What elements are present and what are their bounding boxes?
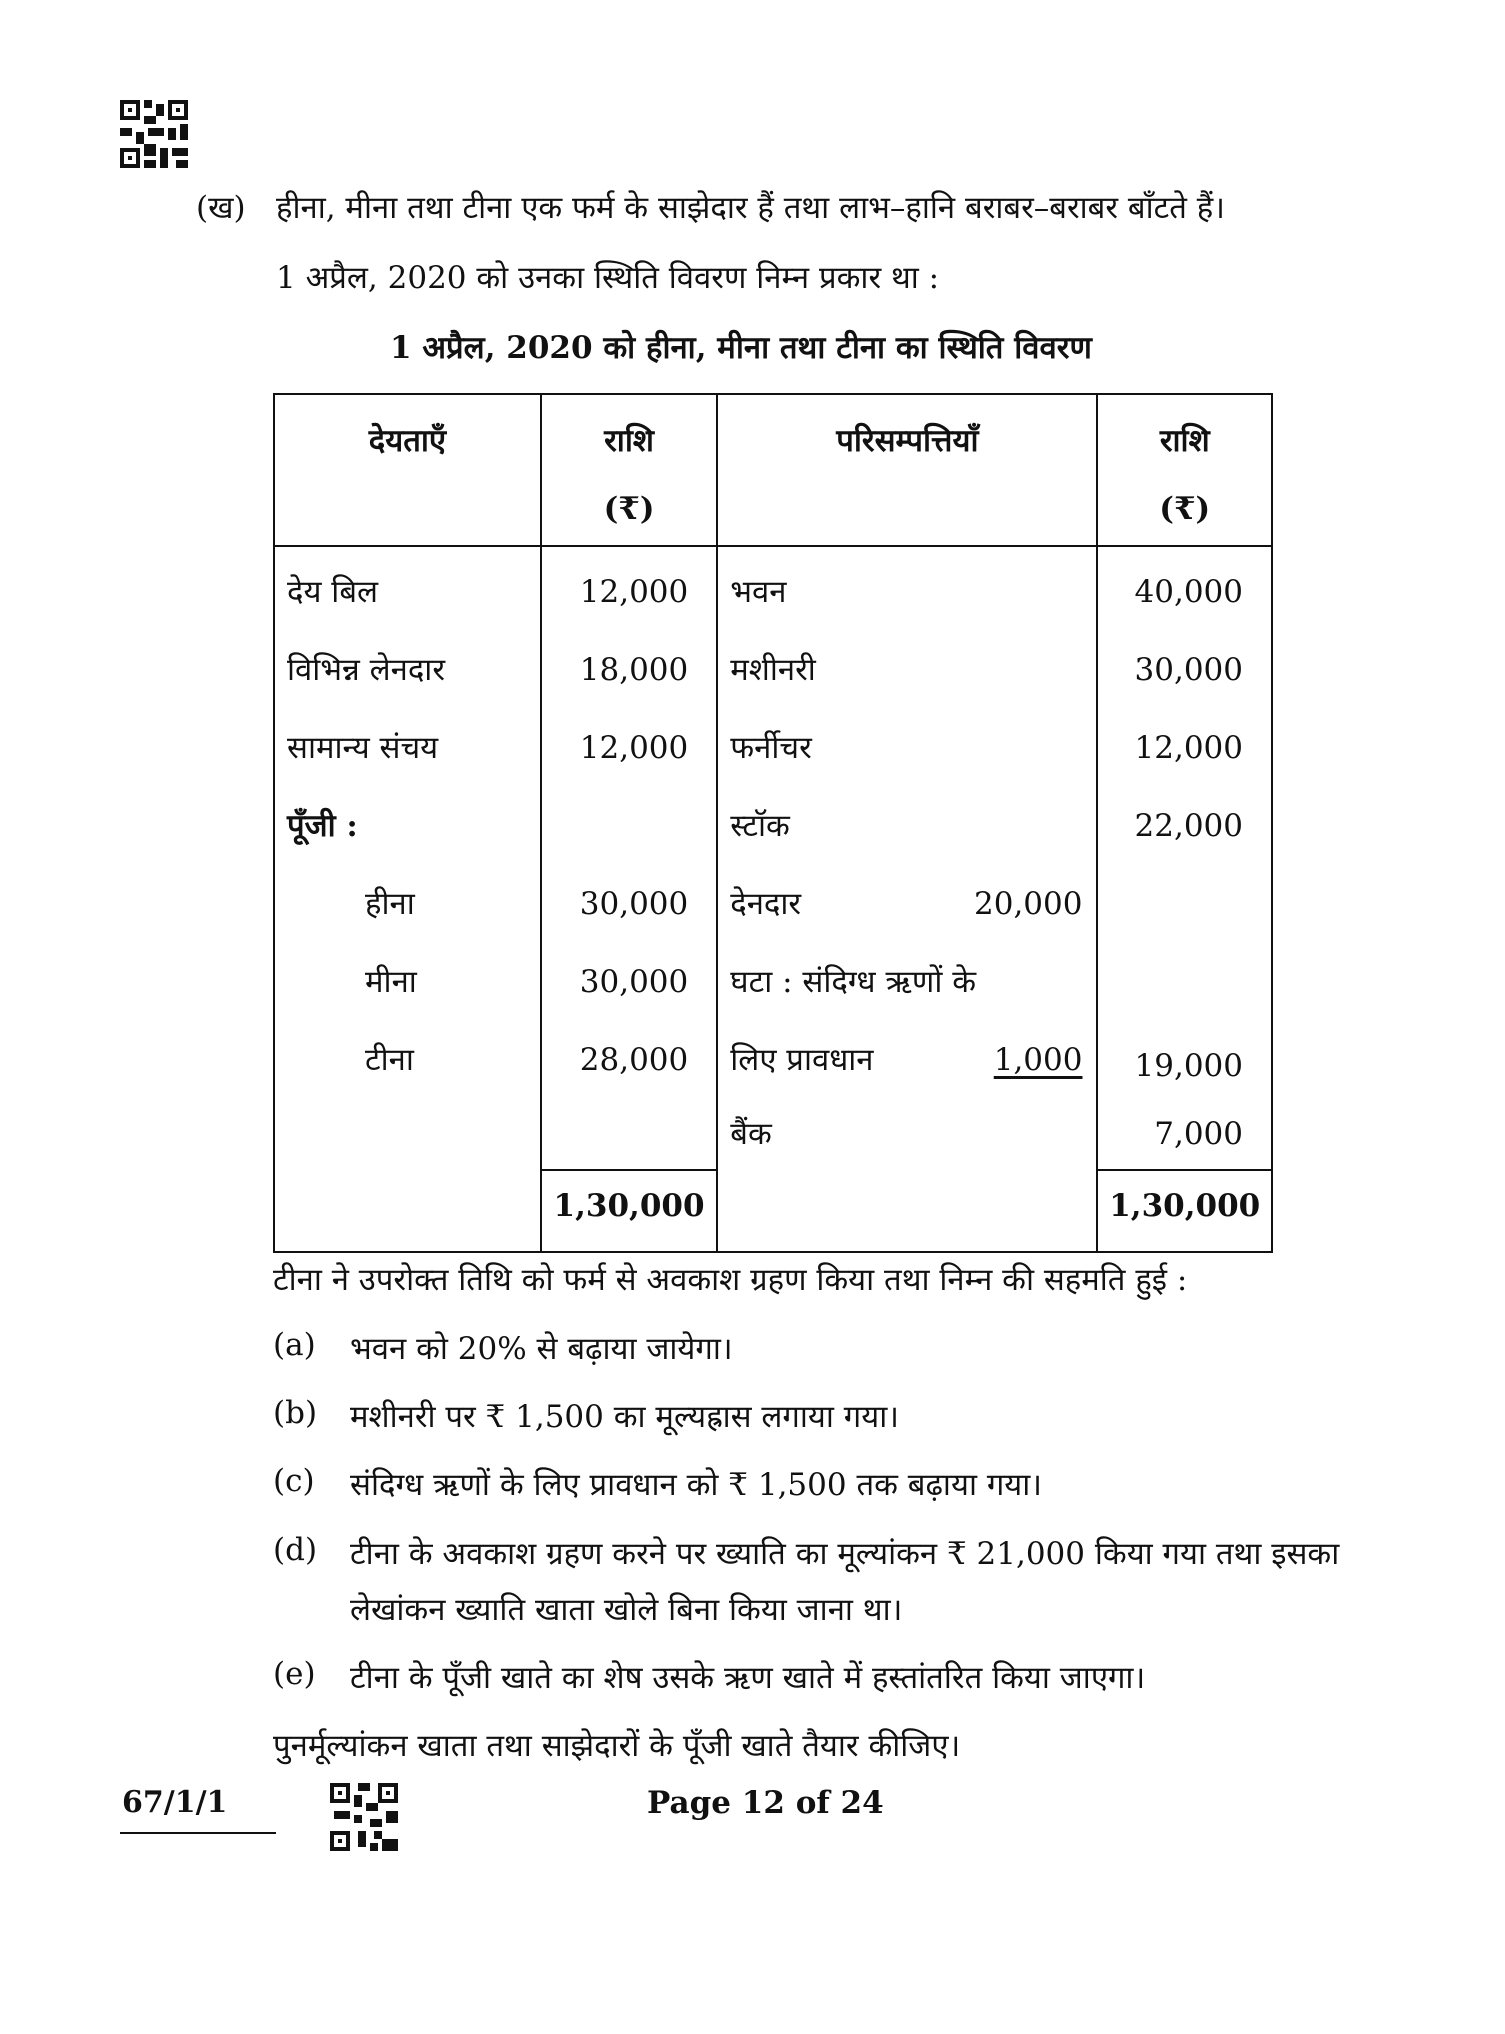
- paper-code: 67/1/1: [122, 1785, 228, 1820]
- liability-label: देय बिल: [287, 574, 379, 610]
- asset-amount: 22,000: [1134, 808, 1243, 844]
- intro-text: हीना, मीना तथा टीना एक फर्म के साझेदार हैं तथा लाभ–हानि बराबर–बराबर बाँटते हैं।: [276, 190, 1226, 226]
- liability-label: मीना: [365, 964, 417, 1000]
- part-label: (ख): [196, 190, 246, 226]
- liability-amount: 28,000: [579, 1042, 689, 1078]
- header-amount-assets: राशि (₹): [1097, 394, 1272, 546]
- table-body-row: [274, 546, 1272, 1252]
- assets-total: 1,30,000: [1098, 1169, 1271, 1241]
- debtors-subamount: 20,000: [974, 886, 1083, 922]
- page-number: Page 12 of 24: [647, 1785, 884, 1821]
- liabilities-amount-column: [541, 546, 717, 1252]
- liability-label: विभिन्न लेनदार: [287, 652, 446, 688]
- liability-label: सामान्य संचय: [287, 730, 439, 766]
- asset-label: देनदार 20,000: [718, 865, 1096, 943]
- liability-amount: 12,000: [579, 574, 689, 610]
- asset-label: बैंक: [730, 1116, 772, 1152]
- assets-column: [717, 546, 1097, 1252]
- item-text: टीना के अवकाश ग्रहण करने पर ख्याति का मूल्यांकन ₹ 21,000 किया गया तथा इसका: [350, 1536, 1340, 1572]
- liability-amount: 30,000: [579, 886, 689, 922]
- asset-label: फर्नीचर: [730, 730, 812, 766]
- footer-rule: [120, 1832, 276, 1834]
- question-lead: टीना ने उपरोक्त तिथि को फर्म से अवकाश ग्रहण किया तथा निम्न की सहमति हुई :: [273, 1262, 1188, 1298]
- asset-label: लिए प्रावधान 1,000: [718, 1021, 1096, 1099]
- assets-amount-column: [1097, 546, 1272, 1252]
- liability-amount: 30,000: [579, 964, 689, 1000]
- item-marker: (e): [273, 1656, 316, 1692]
- table-header-row: [274, 394, 1272, 546]
- item-marker: (b): [273, 1395, 318, 1431]
- header-amount-liabilities: राशि (₹): [541, 394, 717, 546]
- liability-amount: [542, 787, 716, 865]
- liability-amount: 12,000: [579, 730, 689, 766]
- footer-qr-code-icon: [330, 1783, 398, 1851]
- header-assets: परिसम्पत्तियाँ: [717, 394, 1097, 546]
- liabilities-column: [274, 546, 541, 1252]
- asset-label: स्टॉक: [730, 808, 790, 844]
- asset-amount: 7,000: [1154, 1116, 1243, 1152]
- item-text: मशीनरी पर ₹ 1,500 का मूल्यह्रास लगाया गया।: [350, 1399, 899, 1435]
- footer-qr-code-graphic: [330, 1783, 398, 1851]
- liability-label: हीना: [365, 886, 415, 922]
- asset-amount: 12,000: [1134, 730, 1243, 766]
- item-text: टीना के पूँजी खाते का शेष उसके ऋण खाते में हस्तांतरित किया जाएगा।: [350, 1660, 1146, 1696]
- balance-sheet-table: [273, 393, 1273, 1253]
- asset-amount: 19,000: [1134, 1048, 1243, 1084]
- liability-amount: 18,000: [579, 652, 689, 688]
- item-marker: (d): [273, 1532, 318, 1568]
- item-marker: (a): [273, 1327, 316, 1363]
- question-closing: पुनर्मूल्यांकन खाता तथा साझेदारों के पूँजी खाते तैयार कीजिए।: [273, 1728, 961, 1764]
- item-text: संदिग्ध ऋणों के लिए प्रावधान को ₹ 1,500 तक बढ़ाया गया।: [350, 1467, 1043, 1503]
- provision-subamount: 1,000: [993, 1042, 1083, 1078]
- asset-amount: 40,000: [1134, 574, 1243, 610]
- table-title: 1 अप्रैल, 2020 को हीना, मीना तथा टीना का स्थिति विवरण: [390, 330, 1092, 366]
- qr-code-icon: [120, 100, 188, 168]
- liability-label: टीना: [365, 1042, 414, 1078]
- asset-label: भवन: [730, 574, 787, 610]
- asset-label: मशीनरी: [730, 652, 816, 688]
- asset-amount: [1098, 865, 1271, 943]
- liabilities-total: 1,30,000: [542, 1169, 716, 1241]
- asset-amount: 30,000: [1134, 652, 1243, 688]
- item-marker: (c): [273, 1463, 315, 1499]
- asset-label: घटा : संदिग्ध ऋणों के: [730, 964, 977, 1000]
- item-text-continued: लेखांकन ख्याति खाता खोले बिना किया जाना था।: [350, 1592, 903, 1628]
- liability-label: पूँजी :: [287, 808, 358, 844]
- asset-amount: [1098, 943, 1271, 1021]
- intro-text-2: 1 अप्रैल, 2020 को उनका स्थिति विवरण निम्न प्रकार था :: [276, 260, 940, 296]
- header-liabilities: देयताएँ: [274, 394, 541, 546]
- item-text: भवन को 20% से बढ़ाया जायेगा।: [350, 1331, 733, 1367]
- qr-code-graphic: [120, 100, 188, 168]
